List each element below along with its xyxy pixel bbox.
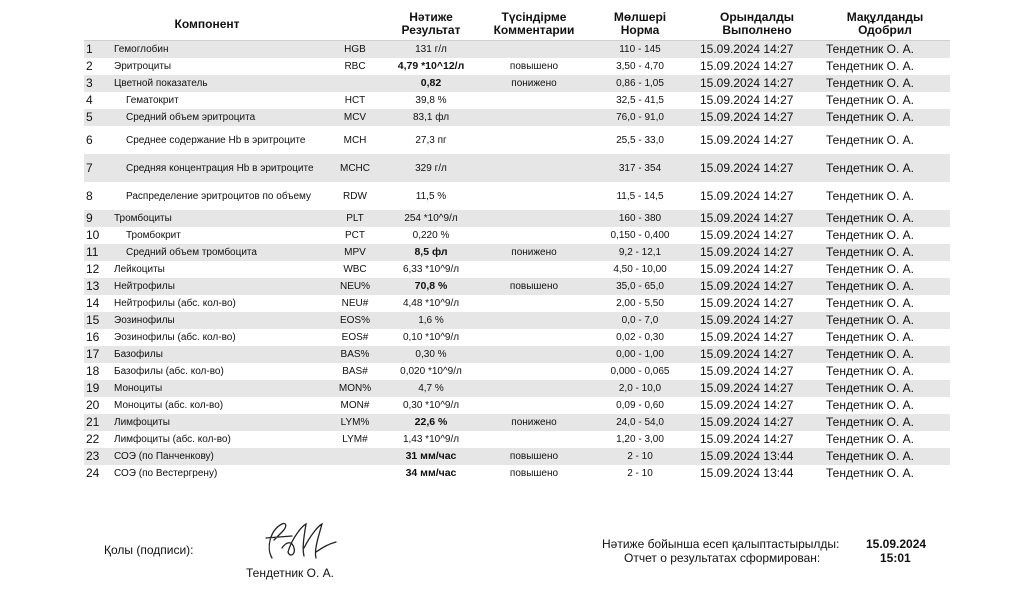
result-comment bbox=[482, 312, 586, 329]
component-code: MCH bbox=[343, 134, 367, 146]
approved-by: Тендетник О. А. bbox=[820, 278, 950, 295]
result-value: 1,43 *10^9/л bbox=[402, 434, 460, 445]
component-name: Средний объем тромбоцита bbox=[112, 244, 330, 261]
reference-range: 2,00 - 5,50 bbox=[616, 298, 664, 309]
row-number: 1 bbox=[84, 41, 112, 59]
performed-datetime: 15.09.2024 14:27 bbox=[694, 312, 820, 329]
component-name: СОЭ (по Панченкову) bbox=[112, 448, 330, 465]
row-number: 22 bbox=[86, 432, 100, 446]
approved-by: Тендетник О. А. bbox=[826, 188, 914, 203]
approved-by: Тендетник О. А. bbox=[826, 330, 914, 344]
reference-range: 1,20 - 3,00 bbox=[616, 434, 664, 445]
header-approved: Мақұлданды Одобрил bbox=[820, 8, 950, 41]
component-name: Тромбоциты bbox=[112, 210, 330, 227]
result-value: 39,8 % bbox=[415, 95, 447, 106]
result-comment bbox=[482, 346, 586, 363]
reference-range: 76,0 - 91,0 bbox=[586, 109, 694, 126]
component-code: WBC bbox=[343, 264, 367, 275]
approved-by: Тендетник О. А. bbox=[820, 154, 950, 182]
performed-datetime: 15.09.2024 14:27 bbox=[700, 228, 794, 242]
reference-range: 9,2 - 12,1 bbox=[586, 244, 694, 261]
lab-report bbox=[84, 8, 950, 482]
result-value: 0,82 bbox=[380, 75, 482, 92]
table-row bbox=[84, 380, 950, 397]
table-row bbox=[84, 182, 950, 210]
row-number: 11 bbox=[84, 244, 112, 261]
performed-datetime: 15.09.2024 14:27 bbox=[700, 59, 794, 73]
component-code bbox=[330, 448, 380, 465]
signature-label: Қолы (подписи): bbox=[104, 543, 194, 557]
header-norm: Мөлшері Норма bbox=[586, 8, 694, 41]
component-code: NEU# bbox=[341, 298, 369, 309]
reference-range: 0,000 - 0,065 bbox=[610, 366, 670, 377]
row-number: 7 bbox=[84, 154, 112, 182]
component-code bbox=[330, 75, 380, 92]
approved-by: Тендетник О. А. bbox=[820, 312, 950, 329]
result-value: 0,10 *10^9/л bbox=[402, 332, 460, 343]
performed-datetime: 15.09.2024 14:27 bbox=[694, 210, 820, 227]
reference-range: 3,50 - 4,70 bbox=[616, 61, 664, 72]
approved-by: Тендетник О. А. bbox=[820, 75, 950, 92]
approved-by: Тендетник О. А. bbox=[826, 132, 914, 147]
component-code bbox=[330, 465, 380, 482]
component-name: Гематокрит bbox=[126, 95, 179, 106]
row-number: 17 bbox=[84, 346, 112, 363]
row-number: 23 bbox=[84, 448, 112, 465]
component-name: Лейкоциты bbox=[114, 264, 165, 275]
reference-range: 11,5 - 14,5 bbox=[616, 190, 664, 202]
component-code: BAS% bbox=[330, 346, 380, 363]
component-name: Цветной показатель bbox=[112, 75, 330, 92]
table-row bbox=[84, 346, 950, 363]
result-comment bbox=[482, 227, 586, 244]
row-number: 3 bbox=[84, 75, 112, 92]
component-name: Лимфоциты bbox=[112, 414, 330, 431]
reference-range: 0,150 - 0,400 bbox=[610, 230, 670, 241]
approved-by: Тендетник О. А. bbox=[820, 414, 950, 431]
component-name: Гемоглобин bbox=[112, 41, 330, 59]
approved-by: Тендетник О. А. bbox=[826, 228, 914, 242]
reference-range: 0,00 - 1,00 bbox=[586, 346, 694, 363]
result-comment: понижено bbox=[482, 244, 586, 261]
report-formed-label-kz: Нәтиже бойынша есеп қалыптастырылды: bbox=[602, 537, 840, 551]
table-row bbox=[84, 244, 950, 261]
approved-by: Тендетник О. А. bbox=[820, 109, 950, 126]
component-code: MPV bbox=[330, 244, 380, 261]
header-comment: Түсіндірме Комментарии bbox=[482, 8, 586, 41]
result-value: 83,1 фл bbox=[380, 109, 482, 126]
report-date: 15.09.2024 bbox=[866, 537, 927, 551]
component-code: MCV bbox=[330, 109, 380, 126]
table-row bbox=[84, 465, 950, 482]
result-comment bbox=[482, 41, 586, 59]
component-name: Нейтрофилы (абс. кол-во) bbox=[114, 298, 236, 309]
report-time: 15:01 bbox=[880, 551, 911, 565]
handwritten-signature bbox=[252, 518, 342, 566]
component-name: Моноциты bbox=[112, 380, 330, 397]
component-name: Средняя концентрация Hb в эритроците bbox=[112, 154, 330, 182]
reference-range: 35,0 - 65,0 bbox=[586, 278, 694, 295]
approved-by: Тендетник О. А. bbox=[826, 364, 914, 378]
table-row bbox=[84, 397, 950, 414]
performed-datetime: 15.09.2024 14:27 bbox=[700, 132, 794, 147]
row-number: 5 bbox=[84, 109, 112, 126]
approved-by: Тендетник О. А. bbox=[826, 59, 914, 73]
performed-datetime: 15.09.2024 14:27 bbox=[694, 346, 820, 363]
header-code bbox=[330, 8, 380, 41]
performed-datetime: 15.09.2024 13:44 bbox=[694, 448, 820, 465]
performed-datetime: 15.09.2024 14:27 bbox=[694, 41, 820, 59]
approved-by: Тендетник О. А. bbox=[826, 262, 914, 276]
result-value: 4,48 *10^9/л bbox=[402, 298, 460, 309]
result-value: 70,8 % bbox=[380, 278, 482, 295]
header-result: Нәтиже Результат bbox=[380, 8, 482, 41]
component-name: Нейтрофилы bbox=[112, 278, 330, 295]
component-code: EOS% bbox=[330, 312, 380, 329]
reference-range: 2 - 10 bbox=[627, 468, 653, 479]
reference-range: 0,86 - 1,05 bbox=[586, 75, 694, 92]
component-name: Среднее содержание Hb в эритроците bbox=[126, 134, 306, 146]
performed-datetime: 15.09.2024 14:27 bbox=[694, 244, 820, 261]
row-number: 20 bbox=[86, 398, 100, 412]
result-value: 254 *10^9/л bbox=[380, 210, 482, 227]
reference-range: 160 - 380 bbox=[586, 210, 694, 227]
component-code: RDW bbox=[343, 190, 367, 202]
result-comment bbox=[482, 431, 586, 448]
component-code: HCT bbox=[344, 95, 366, 106]
report-formed-label-ru: Отчет о результатах сформирован: bbox=[624, 551, 821, 565]
table-row bbox=[84, 92, 950, 109]
component-code: MON# bbox=[340, 400, 370, 411]
approved-by: Тендетник О. А. bbox=[826, 398, 914, 412]
approved-by: Тендетник О. А. bbox=[820, 210, 950, 227]
reference-range: 2,0 - 10,0 bbox=[586, 380, 694, 397]
performed-datetime: 15.09.2024 14:27 bbox=[694, 380, 820, 397]
component-code: LYM% bbox=[330, 414, 380, 431]
reference-range: 0,0 - 7,0 bbox=[586, 312, 694, 329]
component-name: Лимфоциты (абс. кол-во) bbox=[114, 434, 231, 445]
row-number: 18 bbox=[86, 364, 100, 378]
performed-datetime: 15.09.2024 14:27 bbox=[700, 364, 794, 378]
result-comment bbox=[482, 109, 586, 126]
result-value: 4,79 *10^12/л bbox=[397, 60, 465, 72]
result-value: 329 г/л bbox=[380, 154, 482, 182]
approved-by: Тендетник О. А. bbox=[826, 466, 914, 480]
row-number: 15 bbox=[84, 312, 112, 329]
row-number: 24 bbox=[86, 466, 100, 480]
reference-range: 4,50 - 10,00 bbox=[613, 264, 667, 275]
table-row bbox=[84, 278, 950, 295]
row-number: 12 bbox=[86, 262, 100, 276]
row-number: 13 bbox=[84, 278, 112, 295]
reference-range: 0,02 - 0,30 bbox=[616, 332, 664, 343]
performed-datetime: 15.09.2024 14:27 bbox=[694, 75, 820, 92]
row-number: 21 bbox=[84, 414, 112, 431]
performed-datetime: 15.09.2024 14:27 bbox=[694, 154, 820, 182]
table-row bbox=[84, 210, 950, 227]
component-name: Тромбокрит bbox=[126, 230, 181, 241]
result-value: 0,020 *10^9/л bbox=[400, 366, 462, 377]
component-code: EOS# bbox=[341, 332, 369, 343]
reference-range: 110 - 145 bbox=[586, 41, 694, 59]
result-comment: понижено bbox=[482, 75, 586, 92]
table-row bbox=[84, 363, 950, 380]
table-row bbox=[84, 431, 950, 448]
component-name: Моноциты (абс. кол-во) bbox=[114, 400, 224, 411]
result-comment: повышено bbox=[482, 448, 586, 465]
reference-range: 0,09 - 0,60 bbox=[616, 400, 664, 411]
result-value: 1,6 % bbox=[380, 312, 482, 329]
row-number: 4 bbox=[86, 93, 93, 107]
performed-datetime: 15.09.2024 13:44 bbox=[700, 466, 794, 480]
table-body bbox=[84, 41, 950, 483]
performed-datetime: 15.09.2024 14:27 bbox=[694, 278, 820, 295]
result-value: 0,30 *10^9/л bbox=[402, 400, 460, 411]
table-row bbox=[84, 261, 950, 278]
table-row bbox=[84, 227, 950, 244]
performed-datetime: 15.09.2024 14:27 bbox=[700, 330, 794, 344]
header-component: Компонент bbox=[84, 8, 330, 41]
result-comment bbox=[482, 210, 586, 227]
reference-range: 25,5 - 33,0 bbox=[616, 134, 664, 146]
reference-range: 24,0 - 54,0 bbox=[586, 414, 694, 431]
table-row bbox=[84, 109, 950, 126]
result-value: 22,6 % bbox=[380, 414, 482, 431]
component-code: RBC bbox=[344, 61, 366, 72]
table-header bbox=[84, 8, 950, 41]
component-code: NEU% bbox=[330, 278, 380, 295]
performed-datetime: 15.09.2024 14:27 bbox=[700, 93, 794, 107]
approved-by: Тендетник О. А. bbox=[820, 346, 950, 363]
row-number: 6 bbox=[86, 132, 93, 147]
result-comment: повышено bbox=[482, 278, 586, 295]
approved-by: Тендетник О. А. bbox=[826, 93, 914, 107]
results-table bbox=[84, 8, 950, 482]
result-value: 4,7 % bbox=[380, 380, 482, 397]
result-comment bbox=[482, 154, 586, 182]
row-number: 10 bbox=[86, 228, 100, 242]
table-row bbox=[84, 58, 950, 75]
approved-by: Тендетник О. А. bbox=[820, 380, 950, 397]
component-name: Эозинофилы (абс. кол-во) bbox=[114, 332, 236, 343]
component-code: HGB bbox=[330, 41, 380, 59]
component-code: LYM# bbox=[342, 434, 368, 445]
result-value: 34 мм/час bbox=[405, 467, 457, 479]
table-row bbox=[84, 329, 950, 346]
reference-range: 2 - 10 bbox=[586, 448, 694, 465]
table-row bbox=[84, 295, 950, 312]
performed-datetime: 15.09.2024 14:27 bbox=[694, 109, 820, 126]
row-number: 2 bbox=[86, 59, 93, 73]
result-value: 31 мм/час bbox=[380, 448, 482, 465]
table-row bbox=[84, 448, 950, 465]
row-number: 14 bbox=[86, 296, 100, 310]
result-comment bbox=[482, 92, 586, 109]
component-code: PCT bbox=[345, 230, 365, 241]
component-code: MON% bbox=[330, 380, 380, 397]
component-name: Эритроциты bbox=[114, 61, 172, 72]
component-name: Базофилы (абс. кол-во) bbox=[114, 366, 224, 377]
table-row bbox=[84, 41, 950, 59]
component-name: Средний объем эритроцита bbox=[112, 109, 330, 126]
result-value: 27,3 пг bbox=[415, 134, 447, 146]
result-value: 8,5 фл bbox=[380, 244, 482, 261]
table-row bbox=[84, 414, 950, 431]
performed-datetime: 15.09.2024 14:27 bbox=[700, 188, 794, 203]
result-comment: понижено bbox=[482, 414, 586, 431]
result-comment bbox=[482, 363, 586, 380]
component-name: Распределение эритроцитов по объему bbox=[126, 190, 312, 202]
performed-datetime: 15.09.2024 14:27 bbox=[694, 414, 820, 431]
result-value: 131 г/л bbox=[380, 41, 482, 59]
performed-datetime: 15.09.2024 14:27 bbox=[700, 432, 794, 446]
result-comment bbox=[482, 126, 586, 154]
result-value: 6,33 *10^9/л bbox=[402, 264, 460, 275]
header-done: Орындалды Выполнено bbox=[694, 8, 820, 41]
row-number: 16 bbox=[86, 330, 100, 344]
result-value: 0,30 % bbox=[380, 346, 482, 363]
reference-range: 32,5 - 41,5 bbox=[616, 95, 664, 106]
component-name: СОЭ (по Вестергрену) bbox=[114, 468, 218, 479]
component-code: BAS# bbox=[342, 366, 368, 377]
table-row bbox=[84, 126, 950, 154]
component-name: Эозинофилы bbox=[112, 312, 330, 329]
performed-datetime: 15.09.2024 14:27 bbox=[700, 398, 794, 412]
result-comment bbox=[482, 329, 586, 346]
row-number: 8 bbox=[86, 188, 93, 203]
component-code: PLT bbox=[330, 210, 380, 227]
signer-name: Тендетник О. А. bbox=[246, 566, 334, 580]
result-comment bbox=[482, 182, 586, 210]
result-comment bbox=[482, 295, 586, 312]
table-row bbox=[84, 154, 950, 182]
table-row bbox=[84, 312, 950, 329]
row-number: 19 bbox=[84, 380, 112, 397]
result-comment bbox=[482, 380, 586, 397]
result-comment: повышено bbox=[509, 468, 559, 479]
performed-datetime: 15.09.2024 14:27 bbox=[700, 262, 794, 276]
approved-by: Тендетник О. А. bbox=[820, 41, 950, 59]
result-comment bbox=[482, 261, 586, 278]
row-number: 9 bbox=[84, 210, 112, 227]
result-comment bbox=[482, 397, 586, 414]
approved-by: Тендетник О. А. bbox=[826, 432, 914, 446]
reference-range: 317 - 354 bbox=[586, 154, 694, 182]
performed-datetime: 15.09.2024 14:27 bbox=[700, 296, 794, 310]
approved-by: Тендетник О. А. bbox=[820, 448, 950, 465]
result-comment: повышено bbox=[509, 61, 559, 72]
component-name: Базофилы bbox=[112, 346, 330, 363]
table-row bbox=[84, 75, 950, 92]
component-code: MCHC bbox=[330, 154, 380, 182]
result-value: 0,220 % bbox=[412, 230, 450, 241]
approved-by: Тендетник О. А. bbox=[820, 244, 950, 261]
result-value: 11,5 % bbox=[415, 190, 447, 202]
approved-by: Тендетник О. А. bbox=[826, 296, 914, 310]
